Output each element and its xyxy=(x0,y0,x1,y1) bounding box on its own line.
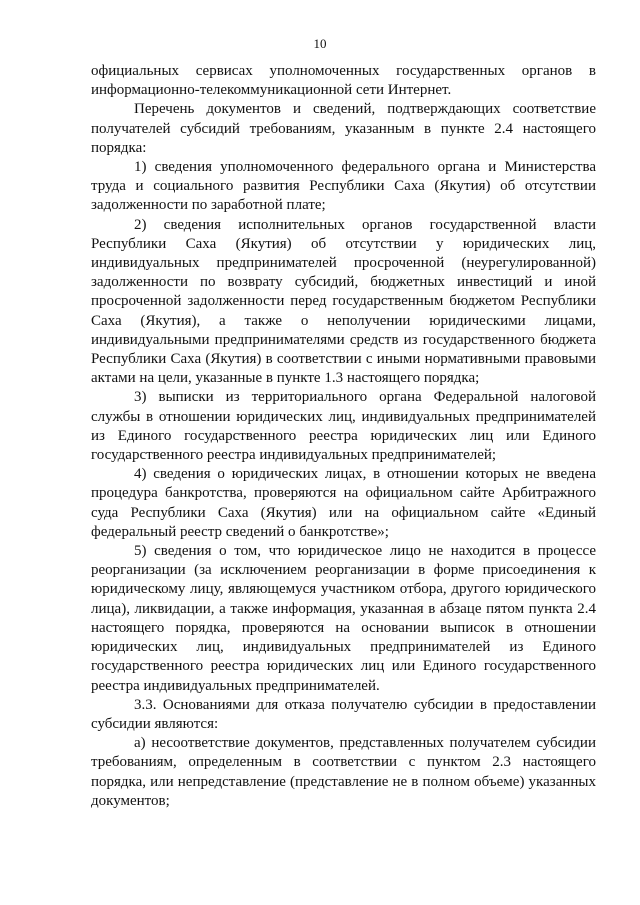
paragraph-section-3-3: 3.3. Основаниями для отказа получателю субсидии в предоставлении субсидии являются: xyxy=(91,696,596,732)
page-number: 10 xyxy=(313,36,327,51)
paragraph-item-1: 1) сведения уполномоченного федерального органа и Министерства труда и социального развития Республики Саха (Якутия) об отсутствии задолженности по заработной плате; xyxy=(91,159,596,214)
paragraph-item-2: 2) сведения исполнительных органов государственной власти Республики Саха (Якутия) об отсутствии у юридических лиц, индивидуальных предпринимателей просроченной (неурегулированной) задолженности по возврату субсидий, бюджетных инвестиций и иной просроченной задолженности перед государственным бюджетом Республики Саха (Якутия), а также о неполучении юридическими лицами, индивидуальными предпринимателями средств из государственного бюджета Республики Саха (Якутия) в соответствии с иными нормативными правовыми актами на цели, указанные в пункте 1.3 настоящего порядка; xyxy=(91,216,596,387)
paragraph-item-a: а) несоответствие документов, представленных получателем субсидии требованиям, определенным в соответствии с пунктом 2.3 настоящего порядка, или непредставление (представление не в полном объеме) указанных документов; xyxy=(91,735,596,809)
paragraph-item-3: 3) выписки из территориального органа Федеральной налоговой службы в отношении юридических лиц, индивидуальных предпринимателей из Единого государственного реестра юридических лиц или Единого государственного реестра индивидуальных предпринимателей; xyxy=(91,389,596,464)
paragraph-continued-intro: официальных сервисах уполномоченных государственных органов в информационно-телекоммуникационной сети Интернет. xyxy=(91,63,596,99)
paragraph-item-5: 5) сведения о том, что юридическое лицо не находится в процессе реорганизации (за исключением реорганизации в форме присоединения к юридическому лицу, являющемуся участником отбора, другого юридического лица), ликвидации, а также информация, указанная в абзаце пятом пункта 2.4 настоящего порядка, проверяются на основании выписок в отношении юридических лиц, индивидуальных предпринимателей из Единого государственного реестра юридических лиц или Единого государственного реестра индивидуальных предпринимателей. xyxy=(91,543,596,694)
paragraph-item-4: 4) сведения о юридических лицах, в отношении которых не введена процедура банкротства, проверяются на официальном сайте Арбитражного суда Республики Саха (Якутия) или на официальном сайте «Единый федеральный реестр сведений о банкротстве»; xyxy=(91,466,596,540)
document-body xyxy=(91,62,596,811)
paragraph-documents-list-intro: Перечень документов и сведений, подтверждающих соответствие получателей субсидий требованиям, указанным в пункте 2.4 настоящего порядка: xyxy=(91,101,596,156)
